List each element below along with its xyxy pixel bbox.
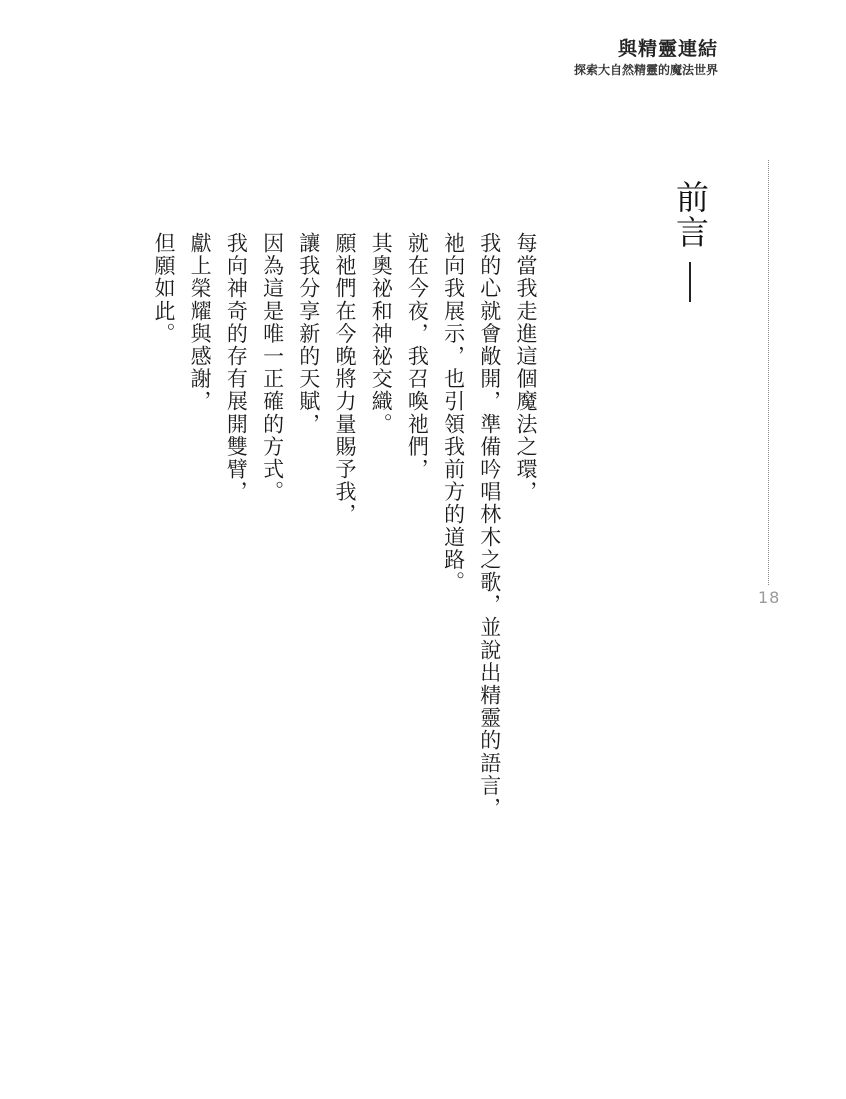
- poem-line: 其奧祕和神祕交織。: [369, 232, 394, 436]
- poem-line: 因為這是唯一正確的方式。: [260, 232, 285, 504]
- running-header: [574, 36, 718, 78]
- poem-line: 願祂們在今晚將力量賜予我，: [332, 232, 357, 526]
- poem-line: 就在今夜，我召喚祂們，: [405, 232, 430, 481]
- poem-line: 每當我走進這個魔法之環，: [514, 232, 538, 504]
- margin-dotted-rule: [768, 160, 769, 585]
- poem-line: 我向神奇的存有展開雙臂，: [224, 232, 249, 504]
- chapter-title: 前言: [671, 180, 710, 250]
- poem-line: 祂向我展示，也引領我前方的道路。: [441, 232, 466, 594]
- book-title: 與精靈連結: [617, 38, 718, 60]
- page-number: 18: [758, 588, 781, 607]
- poem-body: [146, 232, 544, 872]
- poem-line: 獻上榮耀與感謝，: [188, 232, 213, 413]
- poem-line: 但願如此。: [151, 232, 176, 345]
- book-subtitle: 探索大自然精靈的魔法世界: [573, 63, 718, 77]
- poem-line: 讓我分享新的天賦，: [296, 232, 321, 436]
- poem-line: 我的心就會敞開，準備吟唱林木之歌，並說出精靈的語言，: [477, 232, 502, 820]
- chapter-title-dash: [689, 262, 691, 302]
